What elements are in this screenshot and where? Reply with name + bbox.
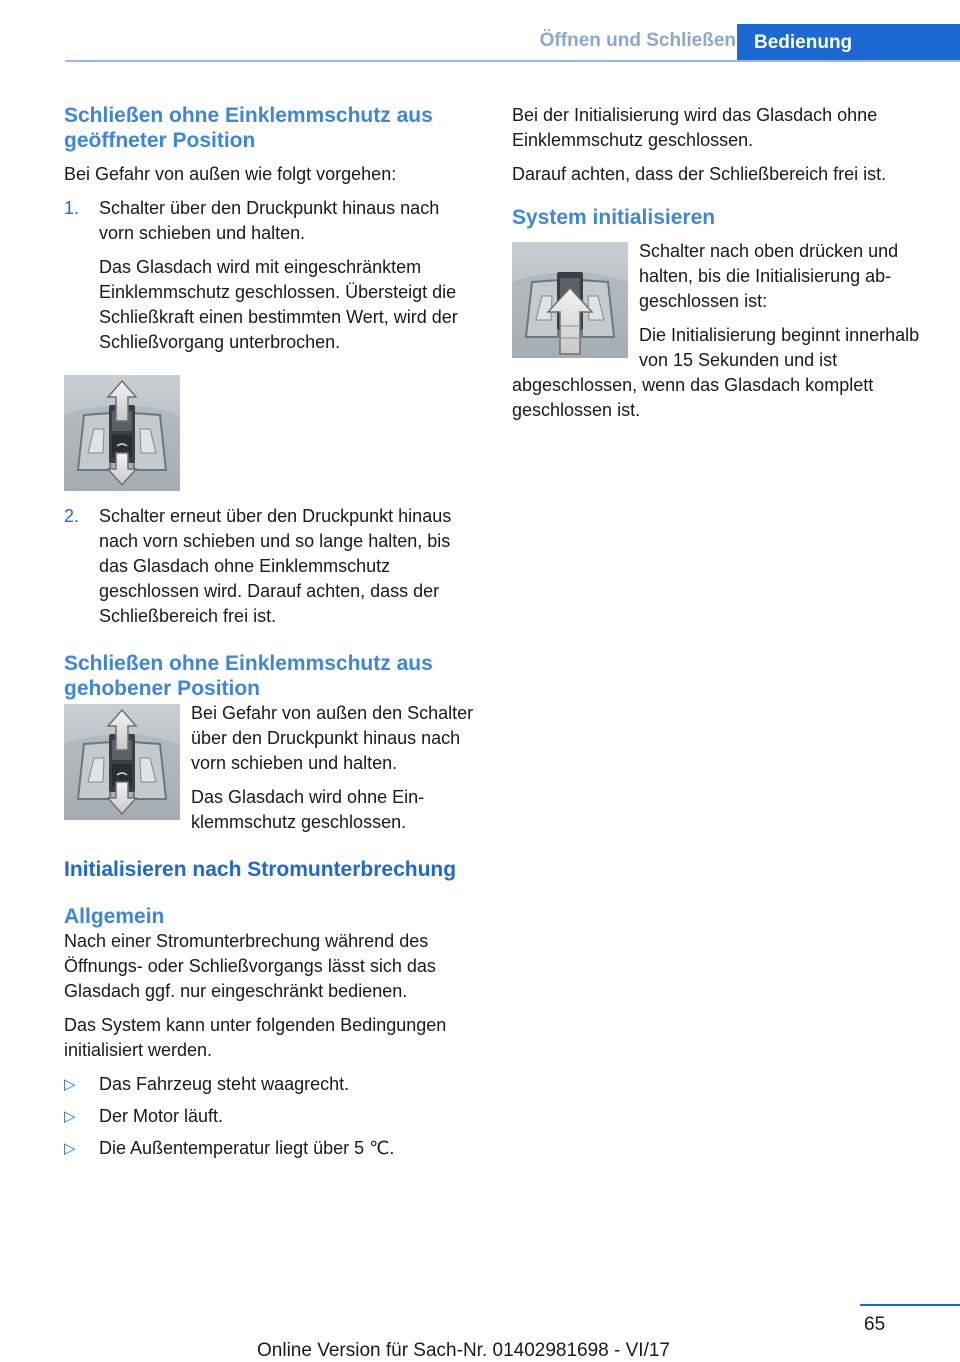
roof-switch-slide-illustration (64, 375, 180, 491)
header-rule (65, 60, 960, 62)
online-version-note: Online Version für Sach-Nr. 01402981698 - VI/17 (257, 1340, 670, 1361)
footer-rule (860, 1304, 960, 1306)
roof-switch-press-illustration (512, 242, 628, 358)
conditions-list (64, 1072, 479, 1161)
header-section-title: Öffnen und Schließen (539, 30, 736, 51)
step-1-text: Schalter über den Druckpunkt hinaus nach vorn schieben und halten. (99, 198, 440, 243)
init-text-2: Darauf achten, dass der Schließbereich frei ist. (512, 164, 887, 184)
triangle-right-icon: ▷ (64, 1076, 76, 1093)
heading-close-open-position: Schließen ohne Einklemmschutz aus geöffneter Position (64, 104, 433, 152)
system-init-text-1: Schalter nach oben drücken und halten, bis die Initialisierung abgeschlossen ist: (639, 241, 899, 311)
step-1-note: Das Glasdach wird mit eingeschränktem Einklemmschutz geschlossen. Übersteigt die Schließkraft einen bestimmten Wert, wird der Schließvorgang unterbrochen. (99, 257, 458, 352)
intro-text: Bei Gefahr von außen wie folgt vorgehen: (64, 164, 397, 184)
heading-initialize: Initialisieren nach Stromunterbrechung (64, 858, 457, 881)
roof-switch-slide-illustration (64, 704, 180, 820)
step-number: 1. (64, 198, 80, 218)
header-chapter-tab: Bedienung (737, 24, 960, 62)
init-text-1: Bei der Initialisierung wird das Glasdach ohne Einklemmschutz geschlossen. (512, 105, 878, 150)
heading-general: Allgemein (64, 905, 165, 928)
page-number: 65 (864, 1314, 886, 1335)
system-init-text-2: Die Initialisierung beginnt innerhalb von 15 Sekunden und ist abgeschlossen, wenn das Glasdach komplett geschlossen ist. (512, 325, 920, 420)
raised-text-2: Das Glasdach wird ohne Einklemmschutz geschlossen. (191, 787, 425, 832)
list-item: ▷ Das Fahrzeug steht waagrecht. (64, 1072, 479, 1097)
list-item: ▷ Der Motor läuft. (64, 1104, 479, 1129)
left-column (64, 103, 479, 1168)
heading-system-initialize: System initialisieren (512, 206, 716, 229)
general-text-2: Das System kann unter folgenden Bedingungen initialisiert werden. (64, 1015, 447, 1060)
raised-text-1: Bei Gefahr von außen den Schalter über den Druckpunkt hinaus nach vorn schieben und halten. (191, 703, 474, 773)
triangle-right-icon: ▷ (64, 1108, 76, 1125)
steps-list-cont (64, 504, 479, 629)
triangle-right-icon: ▷ (64, 1140, 76, 1157)
step-2 (64, 504, 479, 629)
heading-close-raised-position: Schließen ohne Einklemmschutz aus gehobener Position (64, 652, 433, 700)
steps-list (64, 196, 479, 355)
general-text-1: Nach einer Stromunterbrechung während des Öffnungs- oder Schließvorgangs lässt sich das Glasdach ggf. nur eingeschränkt bedienen. (64, 931, 436, 1001)
step-2-text: Schalter erneut über den Druckpunkt hinaus nach vorn schieben und so lange halten, bis das Glasdach ohne Einklemmschutz geschlossen wird. Darauf achten, dass der Schließbereich frei ist. (99, 506, 452, 626)
list-item: ▷ Die Außentemperatur liegt über 5 ℃. (64, 1136, 479, 1161)
right-column (512, 103, 930, 423)
step-number: 2. (64, 506, 80, 526)
step-1 (64, 196, 479, 355)
